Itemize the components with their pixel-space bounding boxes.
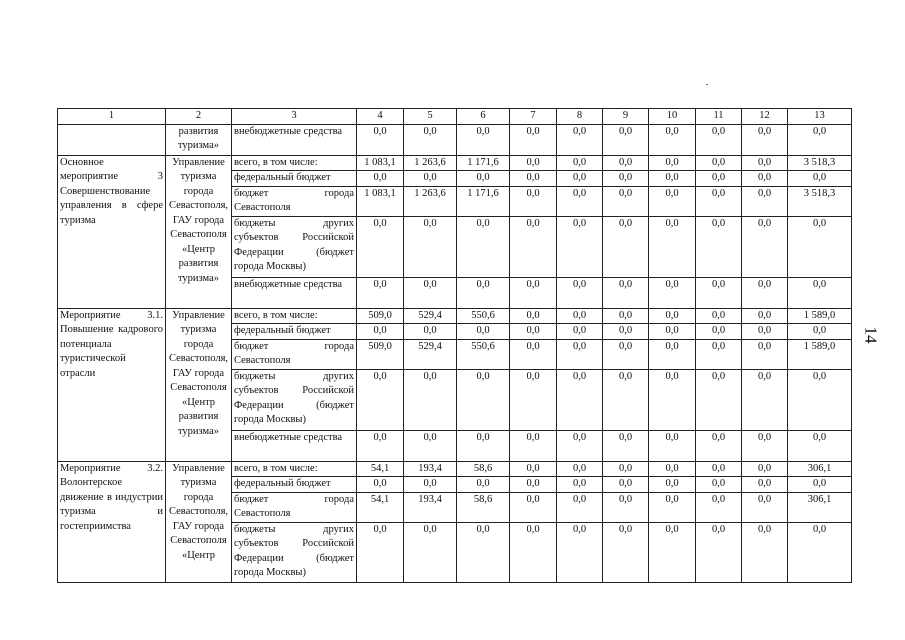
value-cell: 0,0: [742, 124, 788, 155]
value-cell: 0,0: [603, 155, 649, 171]
value-cell: 306,1: [788, 461, 852, 477]
value-cell: 0,0: [742, 477, 788, 493]
header-row: [58, 109, 852, 125]
value-cell: 0,0: [457, 124, 510, 155]
value-cell: 0,0: [510, 124, 557, 155]
value-cell: 550,6: [457, 308, 510, 324]
source-cell: бюджеты других субъектов Российской Федерации (бюджет города Москвы): [232, 369, 357, 430]
executor-cell: Управление туризма города Севастополя, ГАУ города Севастополя «Центр развития туризма»: [166, 308, 232, 461]
value-cell: 0,0: [510, 477, 557, 493]
activity-cell: Мероприятие 3.1. Повышение кадрового потенциала туристической отрасли: [58, 308, 166, 461]
value-cell: 0,0: [696, 477, 742, 493]
value-cell: 0,0: [696, 308, 742, 324]
value-cell: 0,0: [557, 522, 603, 582]
value-cell: 0,0: [510, 369, 557, 430]
value-cell: 1 589,0: [788, 339, 852, 369]
value-cell: 0,0: [510, 522, 557, 582]
value-cell: 0,0: [557, 461, 603, 477]
value-cell: 0,0: [603, 124, 649, 155]
value-cell: 0,0: [603, 430, 649, 461]
value-cell: 0,0: [557, 430, 603, 461]
value-cell: 0,0: [404, 369, 457, 430]
value-cell: 0,0: [457, 430, 510, 461]
value-cell: 0,0: [742, 430, 788, 461]
value-cell: 0,0: [557, 124, 603, 155]
value-cell: 0,0: [557, 216, 603, 277]
value-cell: 0,0: [357, 216, 404, 277]
source-cell: внебюджетные средства: [232, 277, 357, 308]
value-cell: 0,0: [696, 324, 742, 340]
value-cell: 0,0: [649, 124, 696, 155]
value-cell: 0,0: [510, 155, 557, 171]
header-cell: 10: [649, 109, 696, 125]
value-cell: 193,4: [404, 461, 457, 477]
value-cell: 0,0: [510, 277, 557, 308]
value-cell: 0,0: [696, 461, 742, 477]
value-cell: 0,0: [696, 522, 742, 582]
value-cell: 0,0: [603, 324, 649, 340]
value-cell: 0,0: [742, 492, 788, 522]
value-cell: 0,0: [603, 186, 649, 216]
value-cell: 550,6: [457, 339, 510, 369]
executor-cell: развития туризма»: [166, 124, 232, 155]
value-cell: 0,0: [742, 461, 788, 477]
page-number: 14: [861, 326, 881, 344]
value-cell: 0,0: [742, 216, 788, 277]
source-cell: бюджеты других субъектов Российской Федерации (бюджет города Москвы): [232, 216, 357, 277]
value-cell: 0,0: [357, 171, 404, 187]
value-cell: 0,0: [457, 477, 510, 493]
value-cell: 0,0: [696, 124, 742, 155]
value-cell: 0,0: [404, 324, 457, 340]
value-cell: 0,0: [649, 171, 696, 187]
value-cell: 0,0: [357, 277, 404, 308]
header-cell: 13: [788, 109, 852, 125]
header-cell: 1: [58, 109, 166, 125]
header-cell: 5: [404, 109, 457, 125]
value-cell: 0,0: [603, 216, 649, 277]
value-cell: 0,0: [788, 124, 852, 155]
value-cell: 0,0: [357, 324, 404, 340]
value-cell: 0,0: [404, 124, 457, 155]
source-cell: всего, в том числе:: [232, 308, 357, 324]
value-cell: 0,0: [696, 155, 742, 171]
value-cell: 0,0: [557, 308, 603, 324]
value-cell: 0,0: [510, 492, 557, 522]
value-cell: 0,0: [557, 277, 603, 308]
value-cell: 0,0: [649, 308, 696, 324]
value-cell: 0,0: [357, 477, 404, 493]
value-cell: 3 518,3: [788, 155, 852, 171]
header-cell: 7: [510, 109, 557, 125]
value-cell: 0,0: [649, 277, 696, 308]
value-cell: 0,0: [603, 492, 649, 522]
value-cell: 0,0: [696, 186, 742, 216]
value-cell: 0,0: [788, 369, 852, 430]
source-cell: бюджет города Севастополя: [232, 339, 357, 369]
value-cell: 1 171,6: [457, 186, 510, 216]
source-cell: бюджет города Севастополя: [232, 492, 357, 522]
value-cell: 0,0: [696, 492, 742, 522]
value-cell: 0,0: [649, 477, 696, 493]
value-cell: 0,0: [557, 492, 603, 522]
executor-cell: Управление туризма города Севастополя, ГАУ города Севастополя «Центр: [166, 461, 232, 582]
value-cell: 0,0: [742, 522, 788, 582]
value-cell: 0,0: [742, 308, 788, 324]
table-row: [58, 461, 852, 477]
header-cell: 9: [603, 109, 649, 125]
value-cell: 0,0: [603, 522, 649, 582]
value-cell: 1 263,6: [404, 186, 457, 216]
value-cell: 0,0: [357, 430, 404, 461]
value-cell: 306,1: [788, 492, 852, 522]
source-cell: бюджет города Севастополя: [232, 186, 357, 216]
value-cell: 0,0: [557, 339, 603, 369]
source-cell: внебюджетные средства: [232, 430, 357, 461]
value-cell: 0,0: [510, 186, 557, 216]
value-cell: 0,0: [404, 522, 457, 582]
budget-table: [57, 108, 852, 583]
table-row: [58, 124, 852, 155]
value-cell: 0,0: [404, 171, 457, 187]
value-cell: 0,0: [457, 216, 510, 277]
value-cell: 0,0: [742, 369, 788, 430]
value-cell: 0,0: [649, 492, 696, 522]
value-cell: 0,0: [788, 216, 852, 277]
value-cell: 0,0: [649, 186, 696, 216]
table-row: [58, 308, 852, 324]
value-cell: 0,0: [696, 171, 742, 187]
value-cell: 0,0: [603, 477, 649, 493]
activity-cell: Основное мероприятие 3 Совершенствование управления в сфере туризма: [58, 155, 166, 308]
scan-speck: [706, 84, 708, 85]
value-cell: 0,0: [603, 308, 649, 324]
value-cell: 0,0: [742, 324, 788, 340]
activity-cell: Мероприятие 3.2. Волонтерское движение в индустрии туризма и гостеприимства: [58, 461, 166, 582]
value-cell: 0,0: [649, 369, 696, 430]
value-cell: 3 518,3: [788, 186, 852, 216]
value-cell: 1 263,6: [404, 155, 457, 171]
executor-cell: Управление туризма города Севастополя, ГАУ города Севастополя «Центр развития туризма»: [166, 155, 232, 308]
value-cell: 1 589,0: [788, 308, 852, 324]
source-cell: всего, в том числе:: [232, 461, 357, 477]
value-cell: 0,0: [357, 522, 404, 582]
value-cell: 509,0: [357, 339, 404, 369]
value-cell: 1 171,6: [457, 155, 510, 171]
value-cell: 0,0: [557, 369, 603, 430]
source-cell: федеральный бюджет: [232, 324, 357, 340]
value-cell: 0,0: [457, 277, 510, 308]
value-cell: 0,0: [457, 369, 510, 430]
header-cell: 4: [357, 109, 404, 125]
source-cell: внебюджетные средства: [232, 124, 357, 155]
value-cell: 0,0: [557, 477, 603, 493]
value-cell: 0,0: [649, 430, 696, 461]
value-cell: 0,0: [649, 461, 696, 477]
header-cell: 2: [166, 109, 232, 125]
value-cell: 0,0: [457, 171, 510, 187]
value-cell: 0,0: [603, 339, 649, 369]
value-cell: 0,0: [649, 155, 696, 171]
value-cell: 0,0: [457, 324, 510, 340]
value-cell: 0,0: [357, 124, 404, 155]
value-cell: 0,0: [457, 522, 510, 582]
value-cell: 0,0: [557, 171, 603, 187]
value-cell: 0,0: [603, 277, 649, 308]
source-cell: всего, в том числе:: [232, 155, 357, 171]
value-cell: 0,0: [510, 171, 557, 187]
value-cell: 0,0: [510, 461, 557, 477]
value-cell: 0,0: [788, 324, 852, 340]
value-cell: 0,0: [404, 477, 457, 493]
value-cell: 0,0: [788, 171, 852, 187]
value-cell: 0,0: [357, 369, 404, 430]
value-cell: 0,0: [696, 339, 742, 369]
value-cell: 0,0: [742, 339, 788, 369]
table-row: [58, 155, 852, 171]
value-cell: 0,0: [696, 369, 742, 430]
source-cell: федеральный бюджет: [232, 477, 357, 493]
value-cell: 54,1: [357, 492, 404, 522]
value-cell: 54,1: [357, 461, 404, 477]
value-cell: 529,4: [404, 339, 457, 369]
source-cell: бюджеты других субъектов Российской Федерации (бюджет города Москвы): [232, 522, 357, 582]
value-cell: 0,0: [510, 324, 557, 340]
value-cell: 509,0: [357, 308, 404, 324]
value-cell: 0,0: [649, 522, 696, 582]
value-cell: 0,0: [788, 522, 852, 582]
value-cell: 0,0: [603, 461, 649, 477]
value-cell: 0,0: [788, 277, 852, 308]
value-cell: 0,0: [557, 186, 603, 216]
value-cell: 0,0: [510, 308, 557, 324]
value-cell: 0,0: [404, 277, 457, 308]
value-cell: 0,0: [510, 339, 557, 369]
value-cell: 0,0: [557, 155, 603, 171]
value-cell: 1 083,1: [357, 155, 404, 171]
value-cell: 58,6: [457, 461, 510, 477]
value-cell: 1 083,1: [357, 186, 404, 216]
header-cell: 3: [232, 109, 357, 125]
value-cell: 529,4: [404, 308, 457, 324]
activity-cell: [58, 124, 166, 155]
value-cell: 0,0: [649, 339, 696, 369]
value-cell: 0,0: [404, 430, 457, 461]
header-cell: 6: [457, 109, 510, 125]
value-cell: 0,0: [788, 477, 852, 493]
value-cell: 0,0: [510, 216, 557, 277]
value-cell: 0,0: [788, 430, 852, 461]
value-cell: 0,0: [696, 277, 742, 308]
value-cell: 0,0: [742, 186, 788, 216]
value-cell: 0,0: [404, 216, 457, 277]
value-cell: 193,4: [404, 492, 457, 522]
source-cell: федеральный бюджет: [232, 171, 357, 187]
value-cell: 0,0: [603, 369, 649, 430]
value-cell: 0,0: [649, 324, 696, 340]
value-cell: 0,0: [696, 216, 742, 277]
value-cell: 0,0: [557, 324, 603, 340]
header-cell: 12: [742, 109, 788, 125]
value-cell: 0,0: [742, 155, 788, 171]
header-cell: 11: [696, 109, 742, 125]
value-cell: 0,0: [649, 216, 696, 277]
value-cell: 0,0: [603, 171, 649, 187]
value-cell: 0,0: [510, 430, 557, 461]
value-cell: 58,6: [457, 492, 510, 522]
value-cell: 0,0: [742, 277, 788, 308]
value-cell: 0,0: [742, 171, 788, 187]
header-cell: 8: [557, 109, 603, 125]
value-cell: 0,0: [696, 430, 742, 461]
